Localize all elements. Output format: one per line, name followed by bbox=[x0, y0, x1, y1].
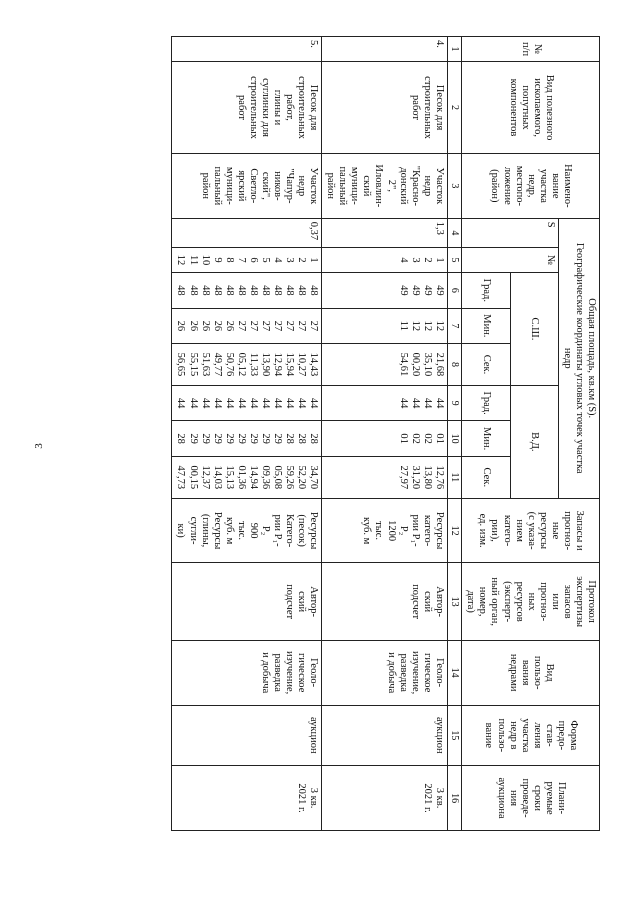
col-number: 6 bbox=[447, 273, 462, 309]
header-e-min: Мин. bbox=[462, 421, 510, 457]
row-n-sec: 14,43 10,27 15,94 12,94 13,90 11,33 05,12 50,76 49,77 51,63 55,15 56,65 bbox=[172, 344, 322, 386]
header-protocol: Протокол экспертизы запасов или прогноз- ных ресурсов (эксперт- ный орган, номер, дата) bbox=[462, 563, 600, 640]
col-number: 14 bbox=[447, 640, 462, 705]
row-area: 1,3 bbox=[322, 218, 448, 247]
col-number: 4 bbox=[447, 218, 462, 247]
col-number: 3 bbox=[447, 153, 462, 218]
header-e-sec: Сек. bbox=[462, 456, 510, 498]
row-n-min: 27 27 27 27 27 27 27 26 26 26 26 26 bbox=[172, 308, 322, 344]
col-number: 1 bbox=[447, 37, 462, 62]
col-number: 2 bbox=[447, 62, 462, 154]
header-north: С.Ш. bbox=[510, 273, 558, 386]
row-e-min: 28 28 28 29 29 29 29 29 29 29 29 28 bbox=[172, 421, 322, 457]
row-n-deg: 49 49 49 49 bbox=[322, 273, 448, 309]
header-n-min: Мин. bbox=[462, 308, 510, 344]
row-use-type: Геоло- гическое изучение, разведка и добыча bbox=[172, 640, 322, 705]
header-n-sec: Сек. bbox=[462, 344, 510, 386]
row-site: Участок недр "Чапур- ников- ский", Светло- ярский муници- пальный район bbox=[172, 153, 322, 218]
row-n-min: 12 12 12 11 bbox=[322, 308, 448, 344]
col-number: 16 bbox=[447, 766, 462, 831]
row-n-sec: 21,68 35,10 00,20 54,61 bbox=[322, 344, 448, 386]
col-number: 8 bbox=[447, 344, 462, 386]
row-reserves: Ресурсы катего- рии P₁- P₂ 1200 тыс. куб. м bbox=[322, 498, 448, 563]
header-num: № п/п bbox=[462, 37, 600, 62]
row-reserves: Ресурсы (песок) Катего- рии P₁- P₂ 900 тыс. куб. м Ресурсы (глины, сугли- ки) bbox=[172, 498, 322, 563]
row-use-type: Геоло- гическое изучение, разведка и добыча bbox=[322, 640, 448, 705]
row-e-deg: 44 44 44 44 bbox=[322, 385, 448, 421]
col-number: 10 bbox=[447, 421, 462, 457]
row-num: 4. bbox=[322, 37, 448, 62]
col-number: 7 bbox=[447, 308, 462, 344]
header-point: № bbox=[462, 248, 559, 273]
row-e-sec: 12,76 13,80 31,20 27,97 bbox=[322, 456, 448, 498]
row-protocol: Автор- ский подсчет bbox=[172, 563, 322, 640]
table-row bbox=[322, 37, 448, 831]
col-number: 5 bbox=[447, 248, 462, 273]
header-area-geo: Общая площадь, кв.км (S). Географические координаты угловых точек участка недр bbox=[558, 218, 599, 498]
table-row bbox=[172, 37, 322, 831]
header-n-deg: Град. bbox=[462, 273, 510, 309]
header-reserves: Запасы и прогноз- ные ресурсы (с указа- нием катего- рии), ед. изм. bbox=[462, 498, 600, 563]
row-e-min: 01 02 02 01 bbox=[322, 421, 448, 457]
row-area: 0,37 bbox=[172, 218, 322, 247]
header-form: Форма предо- став- ления участка недр в пользо- вание bbox=[462, 705, 600, 766]
row-site: Участок недр "Красно- донский 2", Иловлин- ский муници- пальный район bbox=[322, 153, 448, 218]
col-number: 12 bbox=[447, 498, 462, 563]
header-e-deg: Град. bbox=[462, 385, 510, 421]
row-form: аукцион bbox=[172, 705, 322, 766]
header-use-type: Вид пользо- вания недрами bbox=[462, 640, 600, 705]
header-terms: Плани- руемые сроки проведе- ния аукциона bbox=[462, 766, 600, 831]
col-number: 13 bbox=[447, 563, 462, 640]
header-site: Наимено- вание участка недр, местопо- ложение (район) bbox=[462, 153, 600, 218]
rotated-table-container bbox=[70, 36, 600, 831]
page-number: 3 bbox=[32, 443, 45, 449]
row-num: 5. bbox=[172, 37, 322, 62]
row-form: аукцион bbox=[322, 705, 448, 766]
row-protocol: Автор- ский подсчет bbox=[322, 563, 448, 640]
row-points: 1 2 3 4 bbox=[322, 248, 448, 273]
col-number: 15 bbox=[447, 705, 462, 766]
header-east: В.Д. bbox=[510, 385, 558, 498]
row-n-deg: 48 48 48 48 48 48 48 48 48 48 48 48 bbox=[172, 273, 322, 309]
row-points: 1 2 3 4 5 6 7 8 9 10 11 12 bbox=[172, 248, 322, 273]
header-mineral: Вид полезного ископаемого, попутных компонентов bbox=[462, 62, 600, 154]
row-mineral: Песок для строительных работ bbox=[322, 62, 448, 154]
col-number: 9 bbox=[447, 385, 462, 421]
header-s: S bbox=[462, 218, 559, 247]
row-terms: 3 кв. 2021 г. bbox=[172, 766, 322, 831]
row-e-sec: 34,70 52,20 59,26 05,08 09,36 14,94 01,36 15,13 14,03 12,37 00,15 47,73 bbox=[172, 456, 322, 498]
col-number: 11 bbox=[447, 456, 462, 498]
row-e-deg: 44 44 44 44 44 44 44 44 44 44 44 44 bbox=[172, 385, 322, 421]
row-terms: 3 кв. 2021 г. bbox=[322, 766, 448, 831]
row-mineral: Песок для строительных работ, глины и суглинки для строительных работ bbox=[172, 62, 322, 154]
subsoil-sites-table bbox=[171, 36, 600, 831]
